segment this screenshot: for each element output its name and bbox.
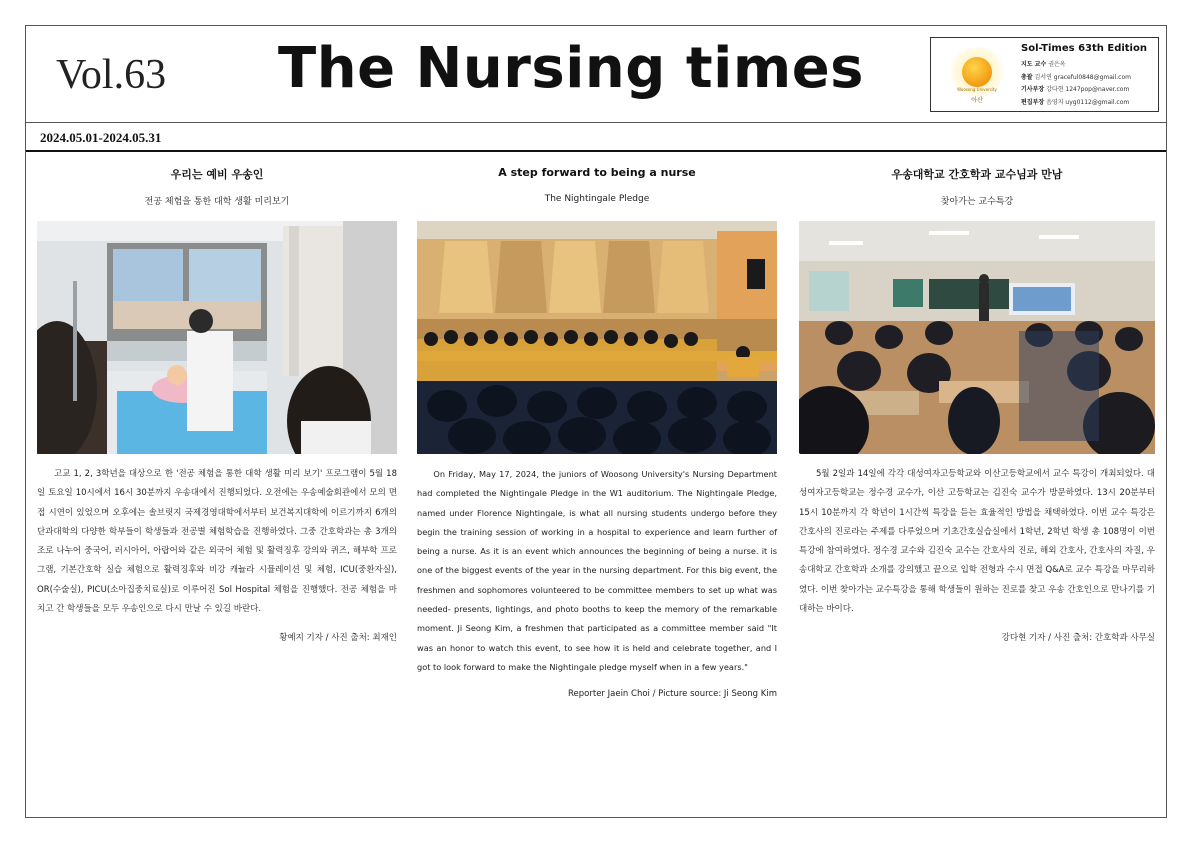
article-photo-hospital-simulation xyxy=(37,221,397,454)
article-body: On Friday, May 17, 2024, the juniors of Woosong University's Nursing Department had completed the Nightingale Pledge in the W1 auditorium. The Nightingale Pledge, named under Florence Nightingale, is what all nursing students undergo before they begin the training session of working in a hospital to experience and learn further of being a nurse. As it is an event which announces the beginning of being a nurse. it is one of the biggest events of the year in the nursing department. For this big event, the freshmen and sophomores volunteered to be committee members to set up what was needed- presents, lightings, and photo booths to keep the memory of the remarkable moment. Ji Seong Kim, a freshmen that participated as a committee member said "It was an honor to watch this event, to see how it is held and celebrate together, and I got to look forward to make the Nightingale pledge myself when in a few years." xyxy=(417,469,777,672)
article-headline: 우리는 예비 우송인 xyxy=(170,168,264,181)
article-headline: A step forward to being a nurse xyxy=(498,166,696,179)
staff-line xyxy=(1021,72,1131,85)
article-pre-woosong xyxy=(37,152,397,643)
staff-line xyxy=(1021,59,1131,72)
logo-name: 아산 xyxy=(971,97,983,104)
staff-detail: 권은옥 xyxy=(1048,61,1066,68)
staff-role: 총괄 xyxy=(1021,73,1033,81)
staff-role: 지도 교수 xyxy=(1021,61,1047,68)
article-subheadline: 전공 체험을 통한 대학 생활 미리보기 xyxy=(144,197,290,207)
article-professor-lecture xyxy=(799,152,1155,643)
logo-caption: Woosong University xyxy=(957,87,997,92)
university-logo-icon xyxy=(949,47,1005,105)
edition-info-box xyxy=(930,37,1159,112)
newsletter-page xyxy=(25,25,1167,818)
article-credit: 강다현 기자 / 사진 출처: 간호학과 사무실 xyxy=(1001,633,1155,644)
article-subheadline: The Nightingale Pledge xyxy=(544,194,650,204)
article-credit: 황예지 기자 / 사진 출처: 최재인 xyxy=(279,633,397,644)
article-photo-lecture-classroom xyxy=(799,221,1155,454)
staff-line xyxy=(1021,97,1131,110)
staff-list xyxy=(1021,59,1131,109)
volume-number: Vol.63 xyxy=(56,52,167,98)
article-body: 고교 1, 2, 3학년을 대상으로 한 '전공 체험을 통한 대학 생활 미리 보기' 프로그램이 5월 18일 토요일 10시에서 16시 30분까지 우송대에서 진행되었다. 오전에는 우송예술회관에서 모의 면접 시연이 있었으며 오후에는 솔브릿지 국제경영대학에서부터 보건복지대학에 이르기까지 6개의 단과대학의 다양한 학부들이 학생들과 전공별 체험학습을 진행하였다. 그중 간호학과는 총 3개의 조로 나누어 중국어, 러시아어, 아랍어와 같은 외국어 체험 및 활력징후 강의와 퀴즈, 해부학 프로그램, 기본간호학 실습 체험으로 활력징후와 비강 캐뉼라 시뮬레이션 및 체험, ICU(중환자실), OR(수술실), PICU(소아집중치료실)로 이루어진 Sol Hospital 체험을 진행했다. 전공 체험을 마치고 간 학생들을 모두 우송인으로 다시 만날 수 있길 바란다. xyxy=(37,469,397,615)
article-headline: 우송대학교 간호학과 교수님과 만남 xyxy=(891,168,1063,181)
staff-detail: 음영지 uyg0112@gmail.com xyxy=(1046,98,1130,106)
staff-detail: 강다현 1247pop@naver.com xyxy=(1046,86,1130,93)
article-body: 5월 2일과 14일에 각각 대성여자고등학교와 이산고등학교에서 교수 특강이 개최되었다. 대성여자고등학교는 정수경 교수가, 이산 고등학교는 김진숙 교수가 방문하였다. 13시 20분부터 15시 10분까지 각 학년이 1시간씩 특강을 듣는 효율적인 방법을 채택하였다. 이번 교수 특강은 간호사의 진로라는 주제를 다루었으며 기초간호실습실에서 1학년, 2학년 학생 총 108명이 이번 특강에 참여하였다. 정수경 교수와 김진숙 교수는 간호사의 진로, 해외 간호사, 간호사의 자질, 우송대학교 간호학과 소개를 강의했고 끝으로 입학 전형과 수시 면접 Q&A로 교수 특강을 마무리하였다. 이번 찾아가는 교수특강을 통해 학생들이 원하는 진로를 찾고 우송 간호인으로 만나기를 기대하는 바이다. xyxy=(799,469,1155,615)
article-photo-pledge-ceremony xyxy=(417,221,777,454)
article-nightingale-pledge xyxy=(417,152,777,699)
staff-line xyxy=(1021,84,1131,97)
staff-role: 편집부장 xyxy=(1021,98,1045,106)
edition-label: Sol-Times 63th Edition xyxy=(1021,43,1147,54)
article-subheadline: 찾아가는 교수특강 xyxy=(940,197,1014,207)
masthead-divider xyxy=(26,122,1166,123)
article-credit: Reporter Jaein Choi / Picture source: Ji Seong Kim xyxy=(568,689,777,700)
staff-detail: 김서연 graceful0848@gmail.com xyxy=(1034,73,1131,81)
newsletter-title: The Nursing times xyxy=(278,36,864,101)
staff-role: 기사부장 xyxy=(1021,86,1045,93)
date-range: 2024.05.01-2024.05.31 xyxy=(40,130,162,145)
